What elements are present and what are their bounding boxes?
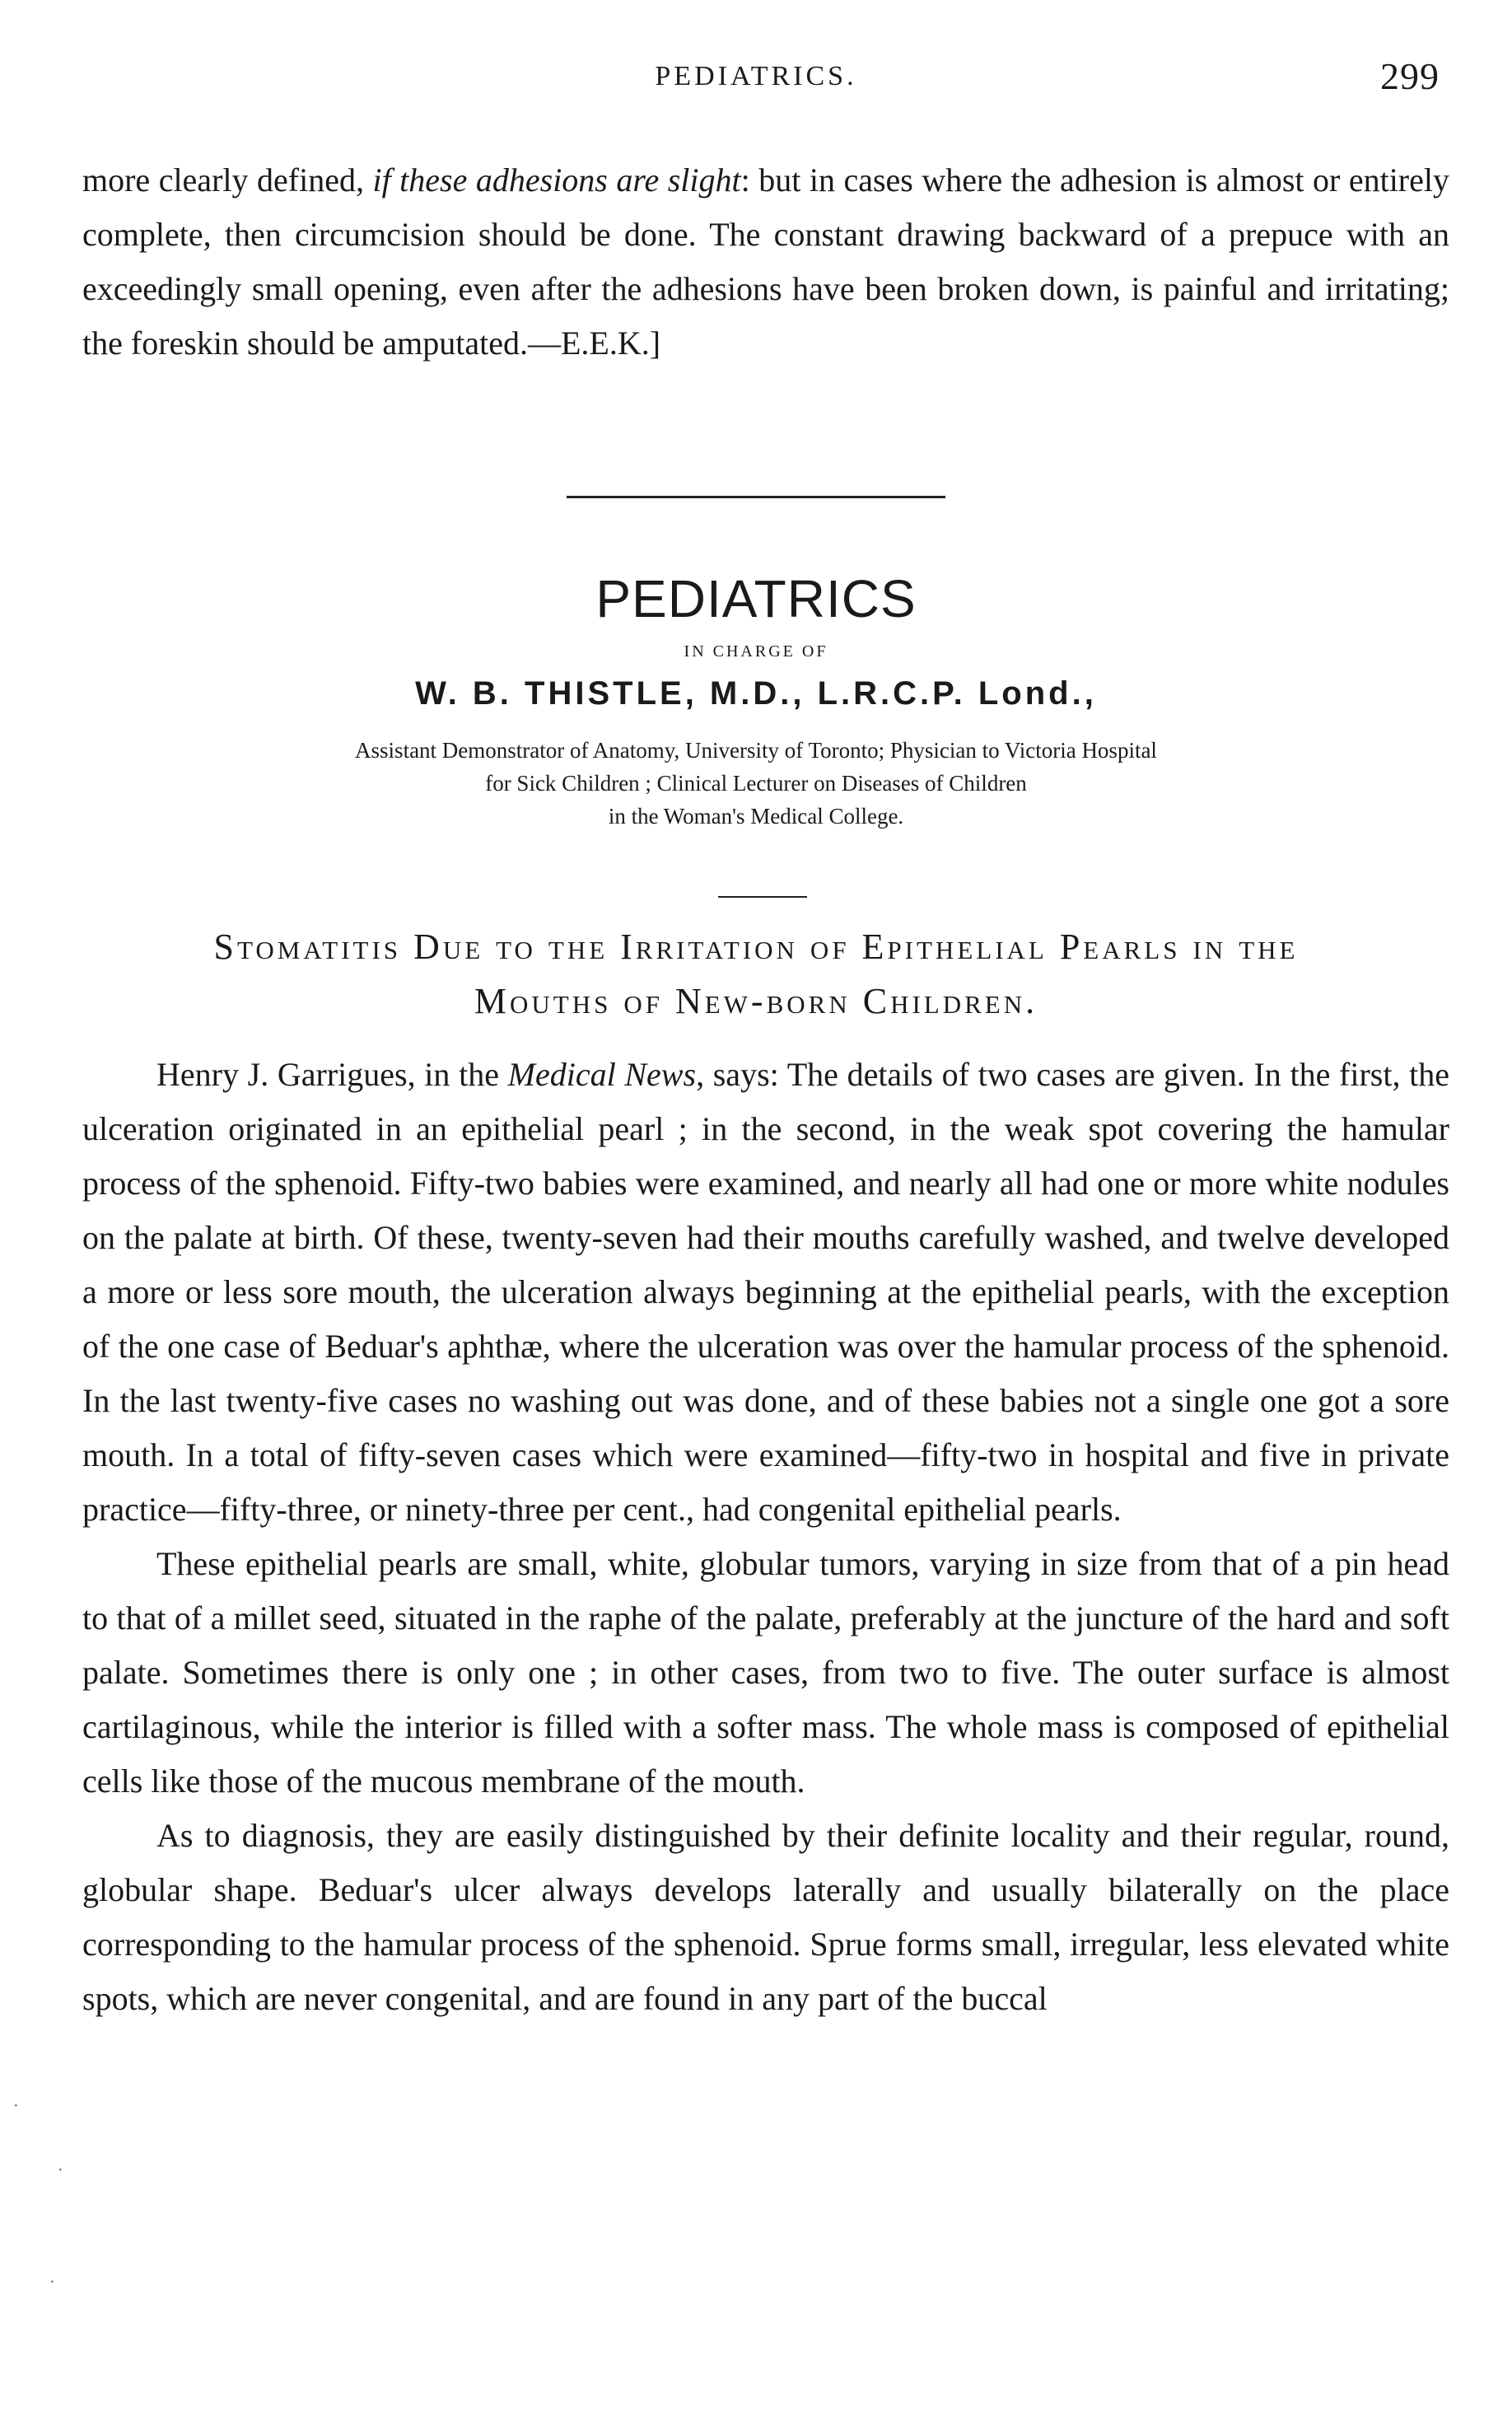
article-paragraph: These epithelial pearls are small, white, globular tumors, varying in size from that of a pin head to that of a millet seed, situated in the raphe of the palate, preferably at the juncture of the hard and soft palate. Sometimes there is only one ; in other cases, from two to five. The outer surface is almost cartilaginous, while the interior is filled with a softer mass. The whole mass is composed of epithelial cells like those of the mucous membrane of the mouth. <box>82 1545 1449 1800</box>
running-title: PEDIATRICS. <box>655 61 857 91</box>
intro-text <box>82 153 1449 371</box>
page-number: 299 <box>1380 55 1440 97</box>
intro-italic: if these adhesions are slight <box>372 161 741 198</box>
section-heading: PEDIATRICS <box>595 569 917 628</box>
in-charge-label: IN CHARGE OF <box>684 642 828 661</box>
intro-paragraph <box>82 153 1449 371</box>
editor-affiliation-line: in the Woman's Medical College. <box>608 804 904 829</box>
article-body <box>82 1048 1449 2026</box>
paragraph-rest: , says: The details of two cases are given. In the first, the ulceration originated in an epithelial pearl ; in the second, in the weak spot covering the hamular process of the sphenoid. Fifty-two babies were examined, and nearly all had one or more white nodules on the palate at birth. Of these, twenty-seven had their mouths carefully washed, and twelve developed a more or less sore mouth, the ulceration always beginning at the epithelial pearls, with the exception of the one case of Beduar's aphthæ, where the ulceration was over the hamular process of the sphenoid. In the last twenty-five cases no washing out was done, and of these babies not a single one got a sore mouth. In a total of fifty-seven cases which were examined—fifty-two in hospital and five in private practice—fifty-three, or ninety-three per cent., had congenital epithelial pearls. <box>82 1056 1450 1528</box>
margin-speck: · <box>49 2273 55 2291</box>
section-divider <box>567 496 945 498</box>
editor-affiliation-line: for Sick Children ; Clinical Lecturer on Diseases of Children <box>485 771 1027 796</box>
margin-speck: · <box>58 2161 63 2179</box>
journal-name: Medical News <box>507 1056 697 1093</box>
article-title-line: Stomatitis Due to the Irritation of Epithelial Pearls in the <box>213 927 1299 967</box>
intro-rest: : but in cases where the adhesion is almost or entirely complete, then circumcision should be done. The constant drawing backward of a prepuce with an exceedingly small opening, even after the adhesions have been broken down, is painful and irritating; the foreskin should be amputated.—E.E.K.] <box>82 161 1449 362</box>
editor-affiliation-line: Assistant Demonstrator of Anatomy, University of Toronto; Physician to Victoria Hospital <box>355 738 1157 763</box>
short-divider <box>718 896 807 898</box>
article-title-line: Mouths of New-born Children. <box>474 981 1038 1021</box>
article-paragraph <box>82 1048 1449 1537</box>
intro-lead: more clearly defined, <box>82 161 373 198</box>
article-paragraph: As to diagnosis, they are easily distinguished by their definite locality and their regular, round, globular shape. Beduar's ulcer always develops laterally and usually bilaterally on the place corresponding to the hamular process of the sphenoid. Sprue forms small, irregular, less elevated white spots, which are never congenital, and are found in any part of the buccal <box>82 1817 1449 2017</box>
editor-name: W. B. THISTLE, M.D., L.R.C.P. Lond., <box>415 675 1097 712</box>
margin-speck: · <box>13 2097 19 2115</box>
running-header <box>0 51 1512 100</box>
paragraph-lead: Henry J. Garrigues, in the <box>156 1056 508 1093</box>
